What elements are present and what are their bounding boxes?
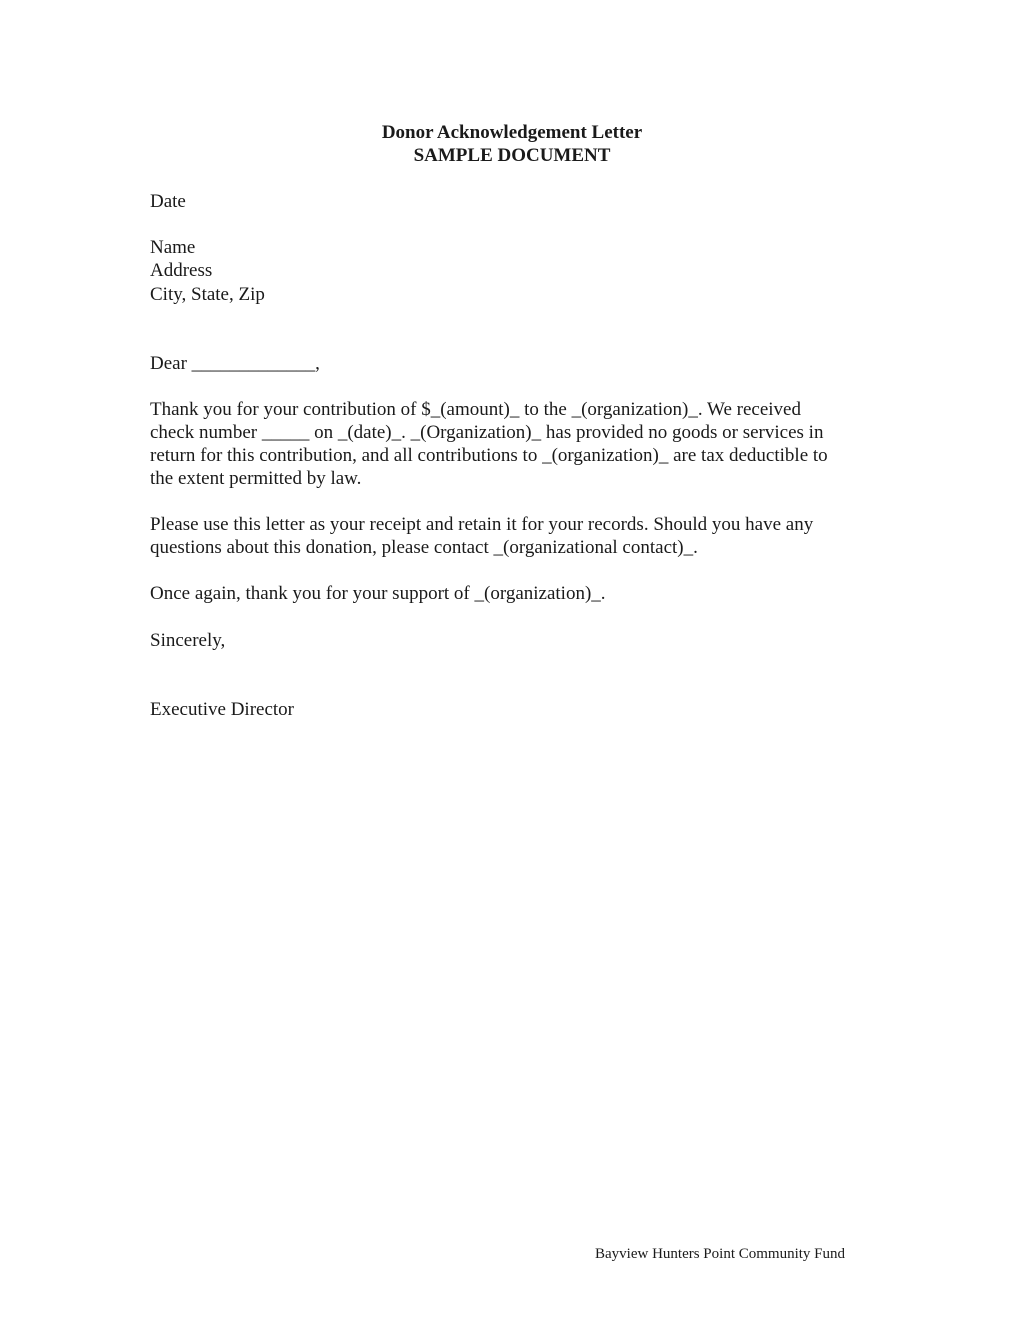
paragraph-1-line-1: Thank you for your contribution of $_(amount)_ to the _(organization)_. We received [150, 399, 801, 420]
paragraph-1-line-3: return for this contribution, and all contributions to _(organization)_ are tax deductible to [150, 445, 828, 466]
date-line: Date [150, 191, 186, 212]
letter-title: Donor Acknowledgement Letter [381, 122, 643, 143]
footer-organization: Bayview Hunters Point Community Fund [595, 1246, 846, 1262]
recipient-city-state-zip: City, State, Zip [150, 284, 265, 305]
paragraph-2-line-2: questions about this donation, please contact _(organizational contact)_. [150, 537, 698, 558]
signatory: Executive Director [150, 699, 295, 720]
letter-subtitle: SAMPLE DOCUMENT [413, 145, 611, 166]
recipient-name: Name [150, 237, 196, 258]
paragraph-3: Once again, thank you for your support of _(organization)_. [150, 583, 606, 604]
paragraph-2-line-1: Please use this letter as your receipt and retain it for your records. Should you have any [150, 514, 814, 535]
closing: Sincerely, [150, 630, 226, 651]
paragraph-1-line-4: the extent permitted by law. [150, 468, 362, 489]
salutation: Dear _____________, [150, 353, 320, 374]
paragraph-1-line-2: check number _____ on _(date)_. _(Organization)_ has provided no goods or services in [150, 422, 824, 443]
recipient-address: Address [150, 260, 213, 281]
